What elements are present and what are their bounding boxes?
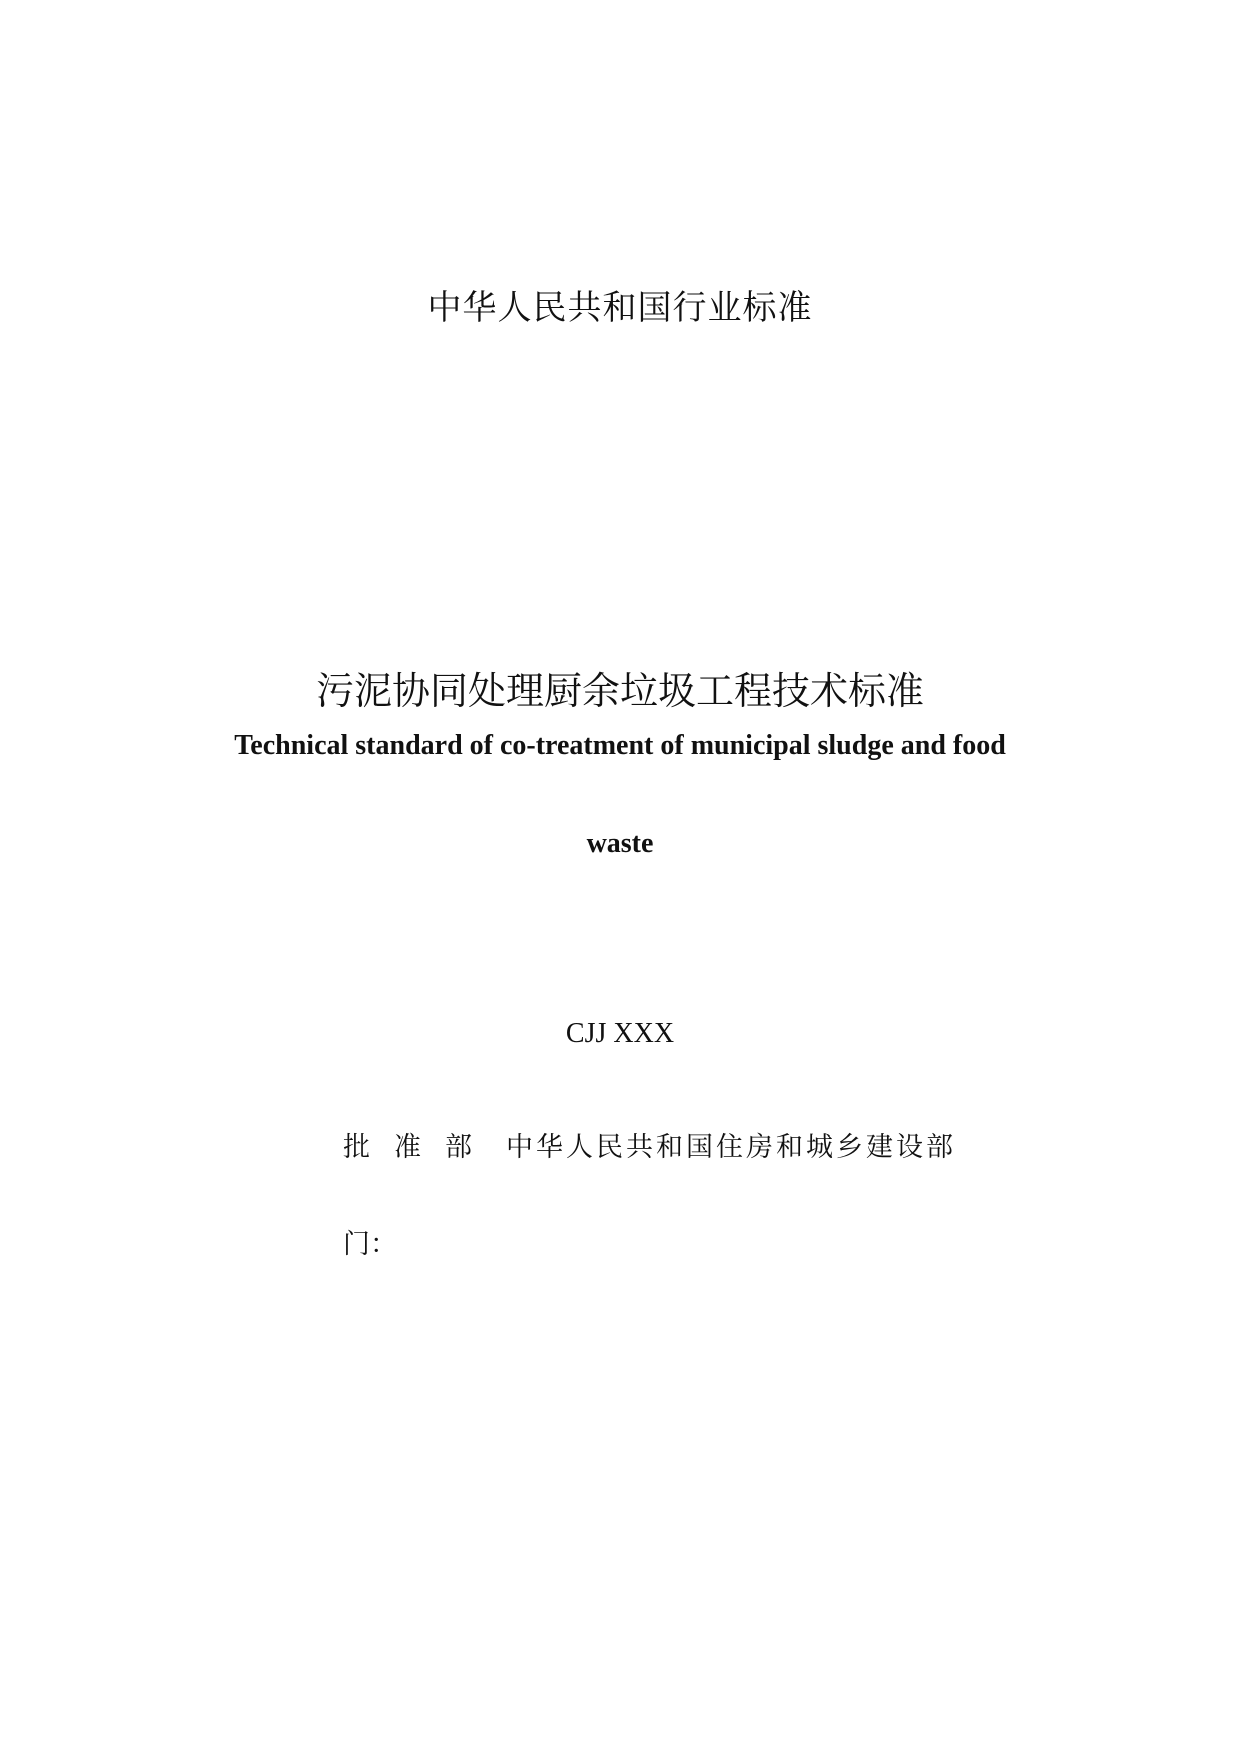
approval-department-label: 批准部 — [343, 1132, 496, 1163]
chinese-title: 污泥协同处理厨余垃圾工程技术标准 — [315, 669, 924, 713]
standard-code: CJJ XXX — [565, 1018, 675, 1049]
approval-department-label-continued: 门： — [343, 1229, 397, 1260]
english-title-line-1: Technical standard of co-treatment of municipal sludge and food — [234, 730, 1006, 761]
approval-department-value: 中华人民共和国住房和城乡建设部 — [506, 1132, 956, 1163]
industry-standard-heading: 中华人民共和国行业标准 — [427, 288, 813, 328]
english-title-line-2: waste — [586, 828, 654, 859]
